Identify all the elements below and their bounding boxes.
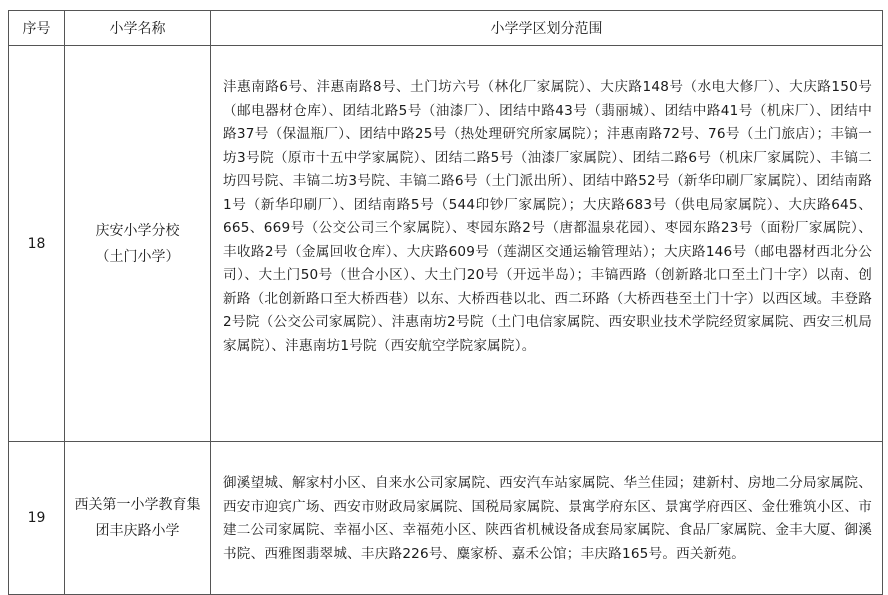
row-serial: 18 [9,46,65,442]
header-serial: 序号 [9,11,65,46]
row-district-range: 御溪望城、解家村小区、自来水公司家属院、西安汽车站家属院、华兰佳园；建新村、房地二分局家属院、西安市迎宾广场、西安市财政局家属院、国税局家属院、景寓学府东区、景寓学府西区、金仕雅筑小区、市建二公司家属院、幸福小区、幸福苑小区、陕西省机械设备成套局家属院、食品厂家属院、金丰大厦、御溪书院、西雅图翡翠城、丰庆路226号、麋家桥、嘉禾公馆；丰庆路165号。西关新苑。 [211,442,883,595]
header-school-name: 小学名称 [65,11,211,46]
school-name-line1: 西关第一小学教育集 [74,497,201,513]
table-row [9,46,883,442]
school-name-line2: （土门小学） [95,248,180,265]
school-name-line2: 团丰庆路小学 [95,523,180,539]
row-school-name [65,442,211,595]
row-school-name [65,46,211,442]
header-row [9,11,883,46]
school-name-line1: 庆安小学分校 [95,222,180,239]
table-row [9,442,883,595]
row-serial: 19 [9,442,65,595]
header-district-range: 小学学区划分范围 [211,11,883,46]
school-district-table [8,10,883,595]
row-district-range: 沣惠南路6号、沣惠南路8号、土门坊六号（林化厂家属院）、大庆路148号（水电大修厂）、大庆路150号（邮电器材仓库）、团结北路5号（油漆厂）、团结中路43号（翡丽城）、团结中路41号（机床厂）、团结中路37号（保温瓶厂）、团结中路25号（热处理研究所家属院）；沣惠南路72号、76号（土门旅店）；丰镐一坊3号院（原市十五中学家属院）、团结二路5号（油漆厂家属院）、团结二路6号（机床厂家属院）、丰镐二坊四号院、丰镐二坊3号院、丰镐二路6号（土门派出所）、团结中路52号（新华印刷厂家属院）、团结南路1号（新华印刷厂）、团结南路5号（544印钞厂家属院）；大庆路683号（供电局家属院）、大庆路645、665、669号（公交公司三个家属院）、枣园东路2号（唐都温泉花园）、枣园东路23号（面粉厂家属院）、丰收路2号（金属回收仓库）、大庆路609号（莲湖区交通运输管理站）；大庆路146号（邮电器材西北分公司）、大土门50号（世合小区）、大土门20号（开远半岛）；丰镐西路（创新路北口至土门十字）以南、创新路（北创新路口至大桥西巷）以东、大桥西巷以北、西二环路（大桥西巷至土门十字）以西区域。丰登路2号院（公交公司家属院）、沣惠南坊2号院（土门电信家属院、西安职业技术学院经贸家属院、西安三机局家属院）、沣惠南坊1号院（西安航空学院家属院）。 [211,46,883,442]
